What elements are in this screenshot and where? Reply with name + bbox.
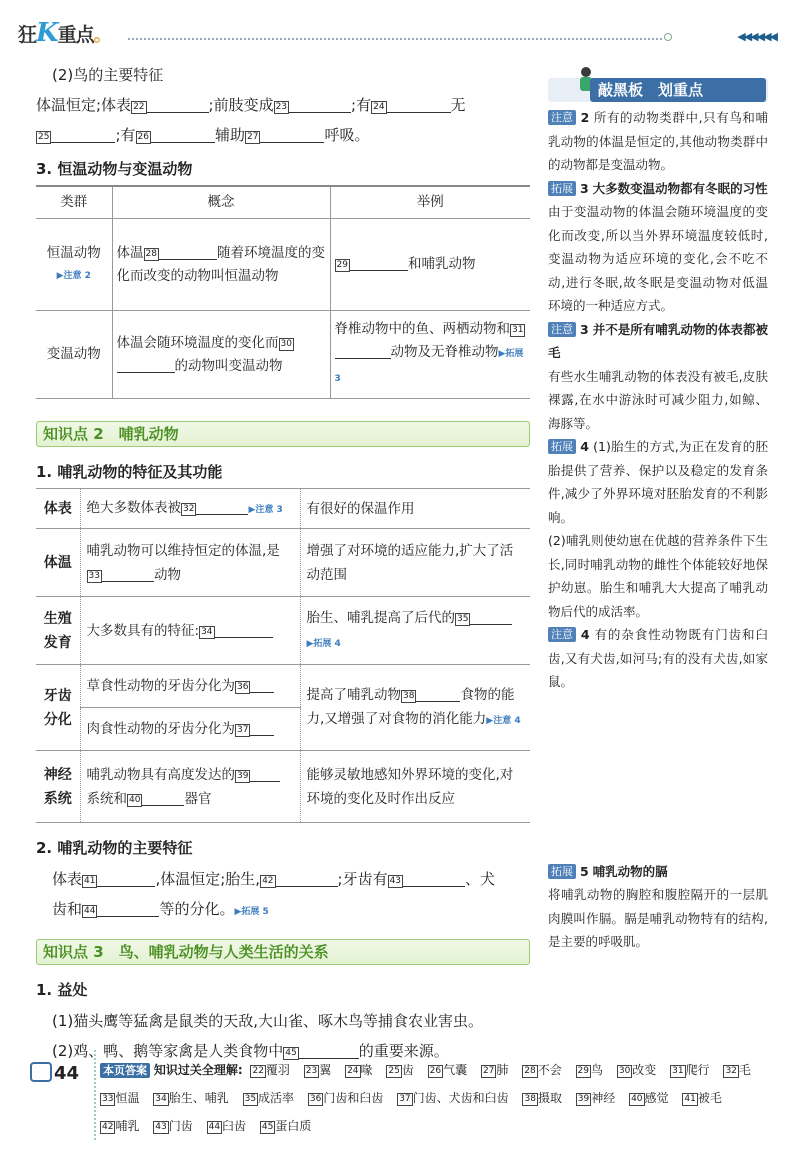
table-row: 变温动物 体温会随环境温度的变化而 30的动物叫变温动物 脊椎动物中的鱼、两栖动物和 31动物及无脊椎动物▶拓展 3: [36, 311, 530, 399]
table-header: 举例: [330, 186, 530, 219]
note-tag: ▶注意 2: [56, 270, 91, 281]
answer-item: 36 门齿和臼齿: [309, 1091, 384, 1105]
answer-item: 23 翼: [305, 1063, 332, 1077]
mammal-main-line1: 体表 41 ,体温恒定;胎生, 42 ;牙齿有 43 、犬: [52, 870, 496, 888]
answer-item: 26 气囊: [429, 1063, 468, 1077]
knowledge-point-2-bar: 知识点 2 哺乳动物: [36, 421, 530, 447]
answer-item: 44 臼齿: [208, 1119, 247, 1133]
page-header: [18, 18, 782, 54]
arrows-icon: ◀◀◀◀◀◀: [737, 30, 776, 43]
answer-item: 41 被毛: [684, 1091, 722, 1105]
answer-item: 22 覆羽: [252, 1063, 290, 1077]
note-2: 注意 2 所有的动物类群中,只有鸟和哺乳动物的体温是恒定的,其他动物类群中的动物都是变温动物。: [548, 110, 768, 172]
table-row: 牙齿分化 草食性动物的牙齿分化为 36 提高了哺乳动物 38 食物的能力,又增强了对食物的消化能力▶注意 4: [36, 665, 530, 708]
answer-item: 28 不会: [524, 1063, 562, 1077]
knowledge-point-3-bar: 知识点 3 鸟、哺乳动物与人类生活的关系: [36, 939, 530, 965]
benefit-1: (1)猫头鹰等猛禽是鼠类的天敌,大山雀、啄木鸟等捕食农业害虫。: [52, 1012, 484, 1030]
table-row: 肉食性动物的牙齿分化为 37: [36, 708, 530, 751]
bird-features-line1: 体温恒定;体表 22 ;前肢变成 23 ;有 24 无: [36, 96, 466, 114]
table-row: 生殖发育 大多数具有的特征: 34 胎生、哺乳提高了后代的 35 ▶拓展 4: [36, 597, 530, 665]
answer-item: 29 鸟: [577, 1063, 604, 1077]
table-row: 体表 绝大多数体表被 32 ▶注意 3 有很好的保温作用: [36, 489, 530, 529]
main-column: [36, 60, 530, 1066]
book-icon: [30, 1062, 52, 1082]
sidebar-notes: 敲黑板 划重点 注意 2 所有的动物类群中,只有鸟和哺乳动物的体温是恒定的,其他动物类群中的动物都是变温动物。 拓展 3 大多数变温动物都有冬眠的习性 由于变温动物的体温会随环境温度的变化而改变,所以当外界环境温度较低时,变温动物为适应环境的变化,会不吃不动,进行冬眠,故冬眠是变温动物对低温环境的一种适应方式。 注意 3 并不是所有哺乳动物的体表都被毛 有些水生哺乳动物的体表没有被毛,皮肤裸露,在水中游泳时可减少阻力,如鲸、海豚等。 拓展 4 (1)胎生的方式,为正在发育的胚胎提供了营养、保护以及稳定的发育条件,减少了外界环境对胚胎发育的不利影响。 (2)哺乳则使幼崽在优越的营养条件下生长,同时哺乳动物的雌性个体能较好地保护幼崽。胎生和哺乳大大提高了哺乳动物后代的成活率。 注意 4 有的杂食性动物既有门齿和臼齿,又有犬齿,如河马;有的没有犬齿,如家鼠。 拓展 5 哺乳动物的膈 将哺乳动物的胸腔和腹腔隔开的一层肌肉膜叫作膈。膈是哺乳动物特有的结构,是主要的呼吸肌。: [548, 78, 768, 954]
header-dotted-rule: [128, 38, 662, 40]
extension-3: 拓展 3 大多数变温动物都有冬眠的习性: [548, 177, 768, 201]
table-header: 类群: [36, 186, 112, 219]
answer-item: 38 摄取: [524, 1091, 562, 1105]
circle-icon: [664, 33, 672, 41]
answer-item: 35 成活率: [244, 1091, 295, 1105]
page-number: 44: [30, 1062, 86, 1092]
answer-item: 31 爬行: [672, 1063, 710, 1077]
answer-item: 33 恒温: [102, 1091, 140, 1105]
answer-item: 40 感觉: [631, 1091, 669, 1105]
answer-item: 39 神经: [577, 1091, 616, 1105]
answer-item: 42 哺乳: [102, 1119, 140, 1133]
answer-item: 27 肺: [482, 1063, 509, 1077]
answer-item: 24 喙: [347, 1063, 373, 1077]
k3-sub-title: 1. 益处: [36, 981, 88, 999]
extension-5: 拓展 5 哺乳动物的膈: [548, 860, 768, 884]
table-row: 恒温动物 ▶注意 2 体温 28 随着环境温度的变化而改变的动物叫恒温动物 29 和哺乳动物: [36, 219, 530, 311]
note-4: 注意 4 有的杂食性动物既有门齿和臼齿,又有犬齿,如河马;有的没有犬齿,如家鼠。: [548, 627, 768, 689]
table-row: 体温 哺乳动物可以维持恒定的体温,是33 动物 增强了对环境的适应能力,扩大了活动范围: [36, 529, 530, 597]
section3-title: 3. 恒温动物与变温动物: [36, 160, 193, 178]
answer-tag: 本页答案: [100, 1063, 150, 1078]
temperature-table: [36, 185, 530, 399]
mammal-main-line2: 齿和 44 等的分化。▶拓展 5: [52, 900, 269, 918]
k2-sub1-title: 1. 哺乳动物的特征及其功能: [36, 463, 223, 481]
answer-item: 30 改变: [618, 1063, 657, 1077]
answer-item: 37 门齿、犬齿和臼齿: [399, 1091, 509, 1105]
table-row: 神经系统 哺乳动物具有高度发达的 39系统和 40 器官 能够灵敏地感知外界环境的变化,对环境的变化及时作出反应: [36, 751, 530, 823]
k2-sub2-title: 2. 哺乳动物的主要特征: [36, 839, 193, 857]
footer-divider: [94, 1050, 96, 1140]
bird-features-line2: 25 ;有 26 辅助 27 呼吸。: [38, 126, 370, 144]
key-points-banner: 敲黑板 划重点: [548, 78, 768, 102]
note-3: 注意 3 并不是所有哺乳动物的体表都被毛: [548, 321, 768, 360]
answer-key: 本页答案 知识过关全理解: 22 覆羽 23 翼 24 喙 25 齿 26 气囊 27 肺 28 不会 29 鸟 30 改变 31 爬行 32 毛 33 恒温 34 胎生、哺乳 35 成活率 36 门齿和臼齿 37 门齿、犬齿和臼齿 38 摄取 39 神经 40 感觉 41 被毛 42 哺乳 43 门齿 44 臼齿 45 蛋白质: [102, 1063, 751, 1133]
answer-item: 43 门齿: [155, 1119, 193, 1133]
answer-item: 25 齿: [388, 1063, 414, 1077]
benefit-2: (2)鸡、鸭、鹅等家禽是人类食物中 45 的重要来源。: [52, 1042, 449, 1060]
brand-logo: 狂K重点。: [18, 18, 111, 48]
mammal-features-table: [36, 488, 530, 823]
table-header: 概念: [112, 186, 330, 219]
extension-4: 拓展 4 (1)胎生的方式,为正在发育的胚胎提供了营养、保护以及稳定的发育条件,减少了外界环境对胚胎发育的不利影响。: [548, 439, 768, 525]
extension-tag: ▶拓展 3: [334, 349, 524, 384]
answer-item: 45 蛋白质: [261, 1119, 312, 1133]
answer-item: 32 毛: [725, 1063, 751, 1077]
bird-features-title: (2)鸟的主要特征: [52, 66, 164, 84]
answer-item: 34 胎生、哺乳: [155, 1091, 229, 1105]
